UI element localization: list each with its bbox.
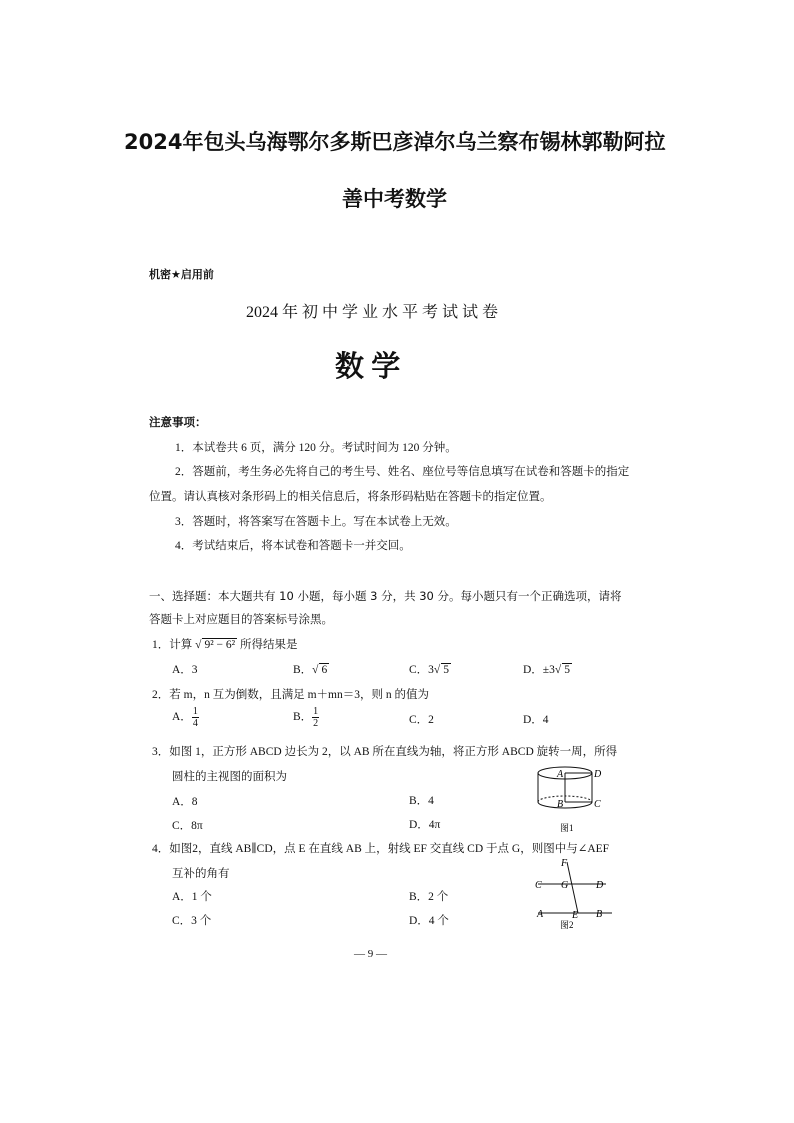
figure-2-caption: 图2 xyxy=(560,920,574,930)
question-3-stem-line1: 3．如图 1，正方形 ABCD 边长为 2，以 AB 所在直线为轴，将正方形 ABCD 旋转一周，所得 xyxy=(152,746,618,758)
question-3-option-a[interactable]: A．8 xyxy=(172,796,198,808)
notes-heading: 注意事项： xyxy=(149,415,207,429)
section1-intro-line1: 一、选择题：本大题共有 10 小题，每小题 3 分，共 30 分。每小题只有一个正确选项，请将 xyxy=(149,589,622,603)
figure-2-point-f: F xyxy=(561,858,568,869)
question-1-stem xyxy=(152,636,297,652)
figure-1-point-c: C xyxy=(594,799,601,810)
figure-1-point-b: B xyxy=(557,799,564,810)
figure-1-cylinder xyxy=(525,758,615,836)
question-2-option-a[interactable]: A． $\frac{1}{4}$ xyxy=(172,706,198,729)
question-1-option-a[interactable]: A．3 xyxy=(172,664,198,676)
question-3-option-c[interactable]: C．8π xyxy=(172,820,203,832)
note-item-2-continued: 位置。请认真核对条形码上的相关信息后，将条形码粘贴在答题卡的指定位置。 xyxy=(149,491,552,503)
question-3-option-b[interactable]: B．4 xyxy=(409,795,434,807)
page-number: — 9 — xyxy=(354,948,387,960)
question-4-stem-line2: 互补的角有 xyxy=(172,868,230,880)
figure-2-point-d: D xyxy=(596,880,604,891)
question-1-suffix: 所得结果是 xyxy=(239,639,298,651)
figure-1-point-d: D xyxy=(594,769,602,780)
document-title-line1: 2024年包头乌海鄂尔多斯巴彦淖尔乌兰察布锡林郭勒阿拉 xyxy=(124,130,666,154)
figure-2-point-c: C xyxy=(535,880,542,891)
question-4-option-a[interactable]: A．1 个 xyxy=(172,891,212,903)
fraction: $\frac{1}{2}$ xyxy=(313,706,319,729)
note-item-3: 3．答题时，将答案写在答题卡上。写在本试卷上无效。 xyxy=(175,516,457,528)
question-3-option-d[interactable]: D．4π xyxy=(409,819,441,831)
question-1-radical: √ 9² − 6² xyxy=(195,639,236,651)
figure-2-parallel-lines xyxy=(530,856,615,932)
question-1-option-d[interactable]: D．±3√ 5 xyxy=(523,664,570,676)
document-title-line2: 善中考数学 xyxy=(342,187,447,211)
note-item-2: 2．答题前，考生务必先将自己的考生号、姓名、座位号等信息填写在试卷和答题卡的指定 xyxy=(175,466,630,478)
fraction: $\frac{1}{4}$ xyxy=(192,706,198,729)
note-item-1: 1．本试卷共 6 页，满分 120 分。考试时间为 120 分钟。 xyxy=(175,442,457,454)
figure-1-point-a: A xyxy=(557,769,564,780)
question-2-option-d[interactable]: D．4 xyxy=(523,714,549,726)
question-1-prefix: 1．计算 xyxy=(152,639,193,651)
question-3-stem-line2: 圆柱的主视图的面积为 xyxy=(172,771,287,783)
section1-intro-line2: 答题卡上对应题目的答案标号涂黑。 xyxy=(149,612,333,626)
question-4-option-c[interactable]: C．3 个 xyxy=(172,915,212,927)
question-4-option-d[interactable]: D．4 个 xyxy=(409,915,449,927)
figure-1-caption: 图1 xyxy=(560,823,574,833)
question-2-stem: 2．若 m，n 互为倒数，且满足 m＋mn＝3，则 n 的值为 xyxy=(152,689,429,701)
figure-2-point-b: B xyxy=(596,909,603,920)
secret-label: 机密★启用前 xyxy=(149,268,214,281)
question-2-option-b[interactable]: B． $\frac{1}{2}$ xyxy=(293,706,319,729)
question-4-stem-line1: 4．如图2，直线 AB∥CD，点 E 在直线 AB 上，射线 EF 交直线 CD 于点 G，则图中与∠AEF xyxy=(152,843,610,855)
figure-2-point-e: E xyxy=(572,910,579,921)
exam-title: 2024 年 初 中 学 业 水 平 考 试 试 卷 xyxy=(246,304,499,321)
figure-2-point-g: G xyxy=(561,880,569,891)
question-2-option-c[interactable]: C．2 xyxy=(409,714,434,726)
subject-title: 数 学 xyxy=(335,351,401,383)
question-1-option-c[interactable]: C．3√ 5 xyxy=(409,664,449,676)
question-4-option-b[interactable]: B．2 个 xyxy=(409,891,449,903)
note-item-4: 4．考试结束后，将本试卷和答题卡一并交回。 xyxy=(175,540,411,552)
figure-2-point-a: A xyxy=(537,909,544,920)
question-1-option-b[interactable]: B．√ 6 xyxy=(293,664,328,676)
